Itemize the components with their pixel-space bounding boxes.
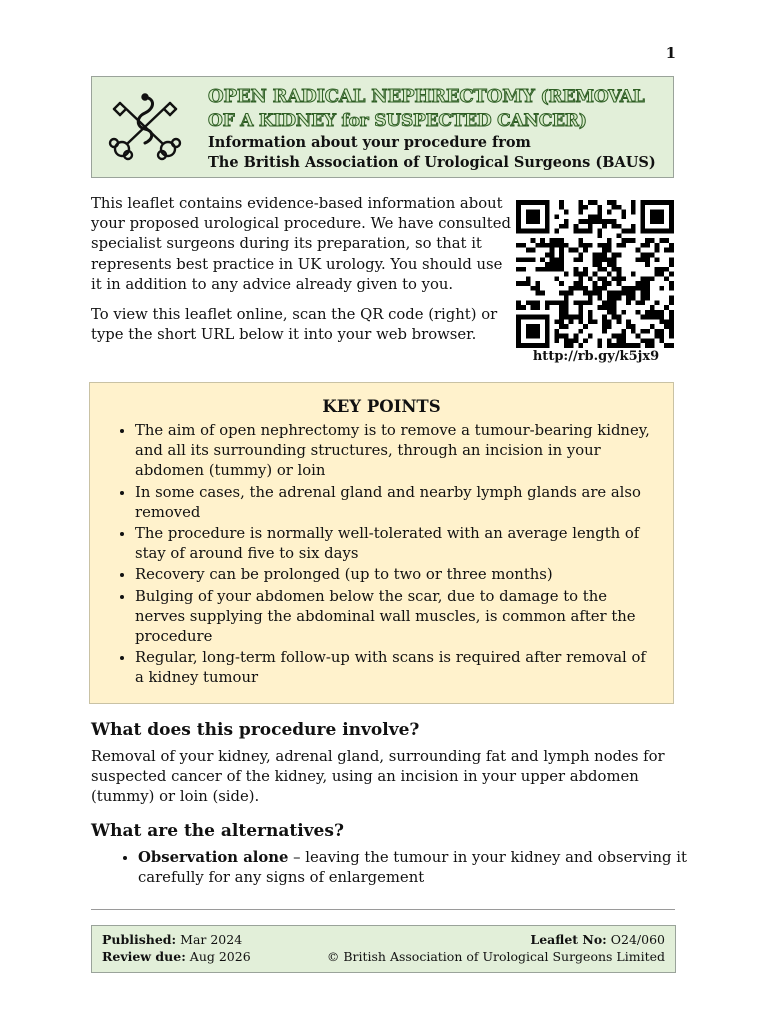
alternative-item [138,848,718,888]
key-point-item: • Recovery can be prolonged (up to two or three months) [135,565,659,585]
key-point-item: • Regular, long-term follow-up with scans is required after removal of a kidney tumour [135,648,659,688]
section-text-involve: Removal of your kidney, adrenal gland, surrounding fat and lymph nodes for suspected cancer of the kidney, using an incision in your upper abdomen (tummy) or loin (side). [91,748,665,806]
alternative-item-text: – leaving the tumour in your kidney and observing it carefully for any signs of enlargement [138,849,687,887]
leaflet-subtitle: Information about your procedure from The British Association of Urological Surgeons (BAUS) [208,134,656,171]
key-points-box [89,382,674,704]
key-points-list [90,421,673,689]
published-date: Published: Mar 2024 [102,932,243,947]
key-point-item: • Bulging of your abdomen below the scar, due to damage to the nerves supplying the abdominal wall muscles, is common after the procedure [135,587,659,648]
footer-divider [91,909,675,910]
section-heading-involve: What does this procedure involve? [91,720,420,740]
leaflet-number: Leaflet No: O24/060 [530,932,665,947]
intro-paragraph: To view this leaflet online, scan the QR code (right) or type the short URL below it into your web browser. [91,306,498,344]
intro-paragraph: This leaflet contains evidence-based information about your proposed urological procedure. We have consulted specialist surgeons during its preparation, so that it represents best practice in UK urology. You should use it in addition to any advice already given to you. [91,195,511,293]
key-point-item: • In some cases, the adrenal gland and nearby lymph glands are also removed [135,483,659,523]
alternatives-list [91,848,718,888]
short-url[interactable]: http://rb.gy/k5jx9 [532,349,660,364]
review-date: Review due: Aug 2026 [102,949,251,964]
key-point-item: • The procedure is normally well-tolerated with an average length of stay of around five to six days [135,524,659,564]
section-heading-alternatives: What are the alternatives? [91,821,344,841]
baus-crossed-keys-logo [104,91,186,161]
page-number: 1 [665,44,676,62]
alternative-item-title: Observation alone [138,849,289,866]
copyright-notice: © British Association of Urological Surgeons Limited [326,949,665,964]
key-point-item: • The aim of open nephrectomy is to remove a tumour-bearing kidney, and all its surrounding structures, through an incision in your abdomen (tummy) or loin [135,421,659,482]
qr-code[interactable] [516,200,674,348]
leaflet-title: OPEN RADICAL NEPHRECTOMY (REMOVAL OF A KIDNEY for SUSPECTED CANCER) [208,86,645,131]
intro-text [91,194,511,355]
leaflet-footer [91,925,676,973]
key-points-title: KEY POINTS [322,397,441,416]
leaflet-header [91,76,674,178]
